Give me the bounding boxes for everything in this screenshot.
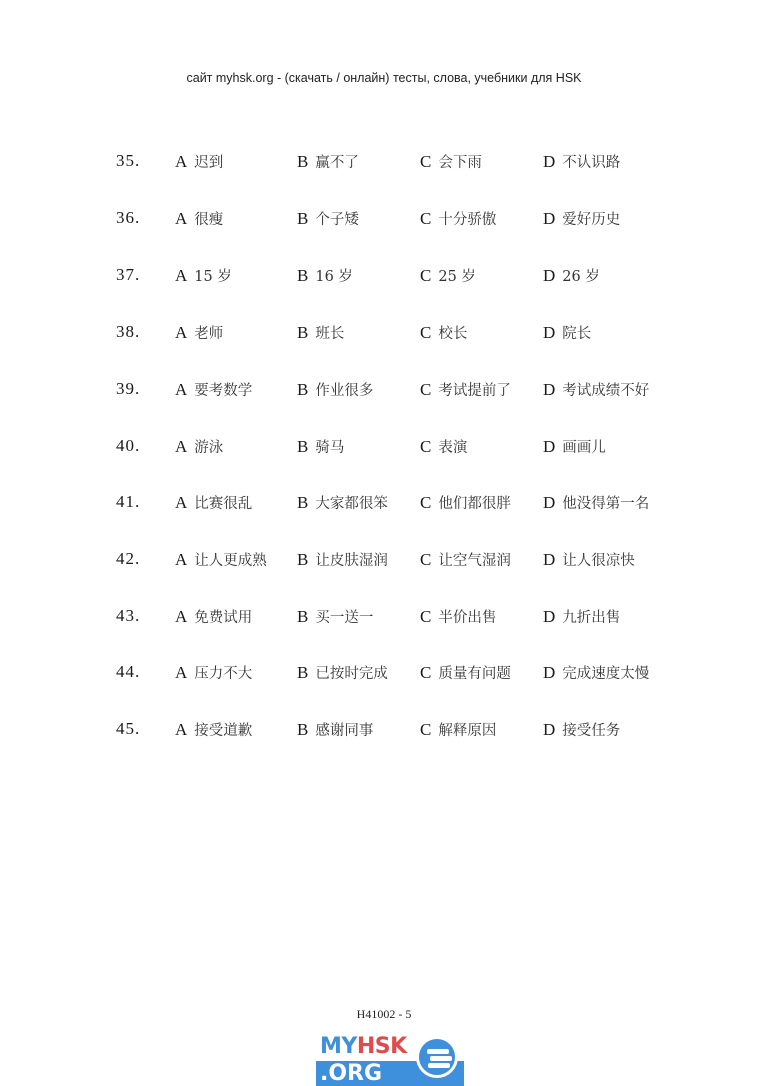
option-letter: A <box>175 550 188 569</box>
question-row <box>0 606 768 630</box>
option-letter: B <box>297 607 309 626</box>
option-text: 压力不大 <box>194 666 253 682</box>
option-letter: C <box>420 663 432 682</box>
question-row <box>0 322 768 346</box>
question-number: 44. <box>116 662 141 681</box>
option-c <box>420 719 496 740</box>
option-letter: A <box>175 720 188 739</box>
option-text: 16 岁 <box>315 269 353 285</box>
option-letter: A <box>175 607 188 626</box>
option-letter: D <box>543 152 556 171</box>
question-number: 41. <box>116 492 141 511</box>
option-text: 迟到 <box>194 155 224 171</box>
option-text: 考试提前了 <box>438 383 511 399</box>
option-text: 解释原因 <box>438 723 497 739</box>
option-text: 让空气湿润 <box>438 553 511 569</box>
option-letter: D <box>543 437 556 456</box>
option-letter: D <box>543 720 556 739</box>
option-letter: B <box>297 720 309 739</box>
option-text: 接受任务 <box>562 723 621 739</box>
option-c <box>420 549 511 570</box>
option-b <box>297 606 373 627</box>
option-text: 游泳 <box>194 440 224 456</box>
question-row <box>0 151 768 175</box>
question-number: 43. <box>116 606 141 625</box>
option-c <box>420 265 476 286</box>
option-b <box>297 379 373 400</box>
option-letter: A <box>175 323 188 342</box>
option-text: 画画儿 <box>562 440 606 456</box>
option-text: 感谢同事 <box>315 723 374 739</box>
option-c <box>420 436 467 457</box>
option-letter: A <box>175 663 188 682</box>
page-header: сайт myhsk.org - (скачать / онлайн) тесты, слова, учебники для HSK <box>186 71 582 85</box>
logo-my: MY <box>320 1034 357 1059</box>
option-text: 26 岁 <box>562 269 600 285</box>
option-text: 买一送一 <box>315 610 374 626</box>
option-text: 让皮肤湿润 <box>315 553 388 569</box>
option-text: 骑马 <box>315 440 345 456</box>
option-letter: D <box>543 663 556 682</box>
option-c <box>420 322 467 343</box>
option-d <box>543 151 620 172</box>
option-letter: C <box>420 720 432 739</box>
option-letter: B <box>297 663 309 682</box>
option-letter: A <box>175 209 188 228</box>
question-row <box>0 379 768 403</box>
option-d <box>543 492 649 513</box>
option-letter: D <box>543 493 556 512</box>
option-text: 25 岁 <box>438 269 476 285</box>
option-letter: D <box>543 607 556 626</box>
option-c <box>420 492 511 513</box>
question-number: 36. <box>116 208 141 227</box>
option-d <box>543 606 620 627</box>
option-c <box>420 606 496 627</box>
logo-top-text <box>320 1034 407 1059</box>
question-number: 35. <box>116 151 141 170</box>
option-text: 半价出售 <box>438 610 497 626</box>
option-d <box>543 662 649 683</box>
option-d <box>543 322 591 343</box>
option-letter: B <box>297 550 309 569</box>
option-letter: B <box>297 209 309 228</box>
question-number: 45. <box>116 719 141 738</box>
option-a <box>175 265 232 286</box>
option-b <box>297 436 344 457</box>
option-text: 大家都很笨 <box>315 496 388 512</box>
option-letter: B <box>297 380 309 399</box>
option-letter: B <box>297 437 309 456</box>
option-letter: C <box>420 607 432 626</box>
option-b <box>297 322 344 343</box>
option-letter: A <box>175 266 188 285</box>
option-a <box>175 208 223 229</box>
page-code: H41002 - 5 <box>356 1007 412 1021</box>
option-text: 考试成绩不好 <box>562 383 650 399</box>
option-b <box>297 662 388 683</box>
option-text: 已按时完成 <box>315 666 388 682</box>
option-letter: C <box>420 380 432 399</box>
option-letter: B <box>297 266 309 285</box>
myhsk-logo[interactable] <box>316 1034 464 1086</box>
option-text: 老师 <box>194 326 224 342</box>
option-a <box>175 549 267 570</box>
question-row <box>0 719 768 743</box>
option-text: 让人更成熟 <box>194 553 267 569</box>
option-a <box>175 662 252 683</box>
option-text: 比赛很乱 <box>194 496 253 512</box>
logo-hsk: HSK <box>356 1034 407 1059</box>
option-d <box>543 719 620 740</box>
option-text: 接受道歉 <box>194 723 253 739</box>
question-row <box>0 492 768 516</box>
option-a <box>175 492 252 513</box>
option-text: 质量有问题 <box>438 666 511 682</box>
option-letter: A <box>175 493 188 512</box>
question-row <box>0 265 768 289</box>
question-row <box>0 549 768 573</box>
option-a <box>175 322 223 343</box>
logo-org: .ORG <box>320 1061 383 1086</box>
question-number: 38. <box>116 322 141 341</box>
option-d <box>543 208 620 229</box>
option-b <box>297 208 359 229</box>
question-number: 42. <box>116 549 141 568</box>
option-text: 班长 <box>315 326 345 342</box>
option-letter: D <box>543 380 556 399</box>
option-c <box>420 662 511 683</box>
option-text: 要考数学 <box>194 383 253 399</box>
option-c <box>420 151 482 172</box>
option-letter: A <box>175 437 188 456</box>
option-text: 很瘦 <box>194 212 224 228</box>
option-a <box>175 151 223 172</box>
option-text: 赢不了 <box>315 155 359 171</box>
option-letter: C <box>420 437 432 456</box>
option-a <box>175 606 252 627</box>
option-text: 校长 <box>438 326 468 342</box>
option-letter: B <box>297 152 309 171</box>
option-d <box>543 265 600 286</box>
question-number: 39. <box>116 379 141 398</box>
option-letter: A <box>175 380 188 399</box>
option-d <box>543 549 635 570</box>
option-text: 他们都很胖 <box>438 496 511 512</box>
option-text: 爱好历史 <box>562 212 621 228</box>
question-row <box>0 208 768 232</box>
option-text: 15 岁 <box>194 269 232 285</box>
option-letter: B <box>297 493 309 512</box>
option-b <box>297 265 353 286</box>
question-row <box>0 436 768 460</box>
option-letter: C <box>420 152 432 171</box>
option-letter: A <box>175 152 188 171</box>
option-text: 表演 <box>438 440 468 456</box>
books-icon <box>416 1036 458 1078</box>
option-text: 他没得第一名 <box>562 496 650 512</box>
option-b <box>297 549 388 570</box>
option-a <box>175 436 223 457</box>
question-row <box>0 662 768 686</box>
option-b <box>297 719 373 740</box>
option-b <box>297 492 388 513</box>
option-letter: C <box>420 493 432 512</box>
option-c <box>420 208 496 229</box>
option-text: 个子矮 <box>315 212 359 228</box>
option-c <box>420 379 511 400</box>
option-text: 院长 <box>562 326 592 342</box>
option-text: 九折出售 <box>562 610 621 626</box>
option-letter: C <box>420 550 432 569</box>
option-letter: C <box>420 266 432 285</box>
option-a <box>175 379 252 400</box>
option-text: 不认识路 <box>562 155 621 171</box>
option-text: 免费试用 <box>194 610 253 626</box>
option-b <box>297 151 359 172</box>
option-a <box>175 719 252 740</box>
option-letter: D <box>543 209 556 228</box>
option-text: 让人很凉快 <box>562 553 635 569</box>
option-letter: C <box>420 323 432 342</box>
option-d <box>543 379 649 400</box>
option-text: 完成速度太慢 <box>562 666 650 682</box>
option-letter: B <box>297 323 309 342</box>
option-d <box>543 436 606 457</box>
option-text: 作业很多 <box>315 383 374 399</box>
option-letter: D <box>543 266 556 285</box>
option-letter: D <box>543 323 556 342</box>
option-text: 十分骄傲 <box>438 212 497 228</box>
option-letter: D <box>543 550 556 569</box>
option-letter: C <box>420 209 432 228</box>
question-number: 40. <box>116 436 141 455</box>
question-number: 37. <box>116 265 141 284</box>
option-text: 会下雨 <box>438 155 482 171</box>
